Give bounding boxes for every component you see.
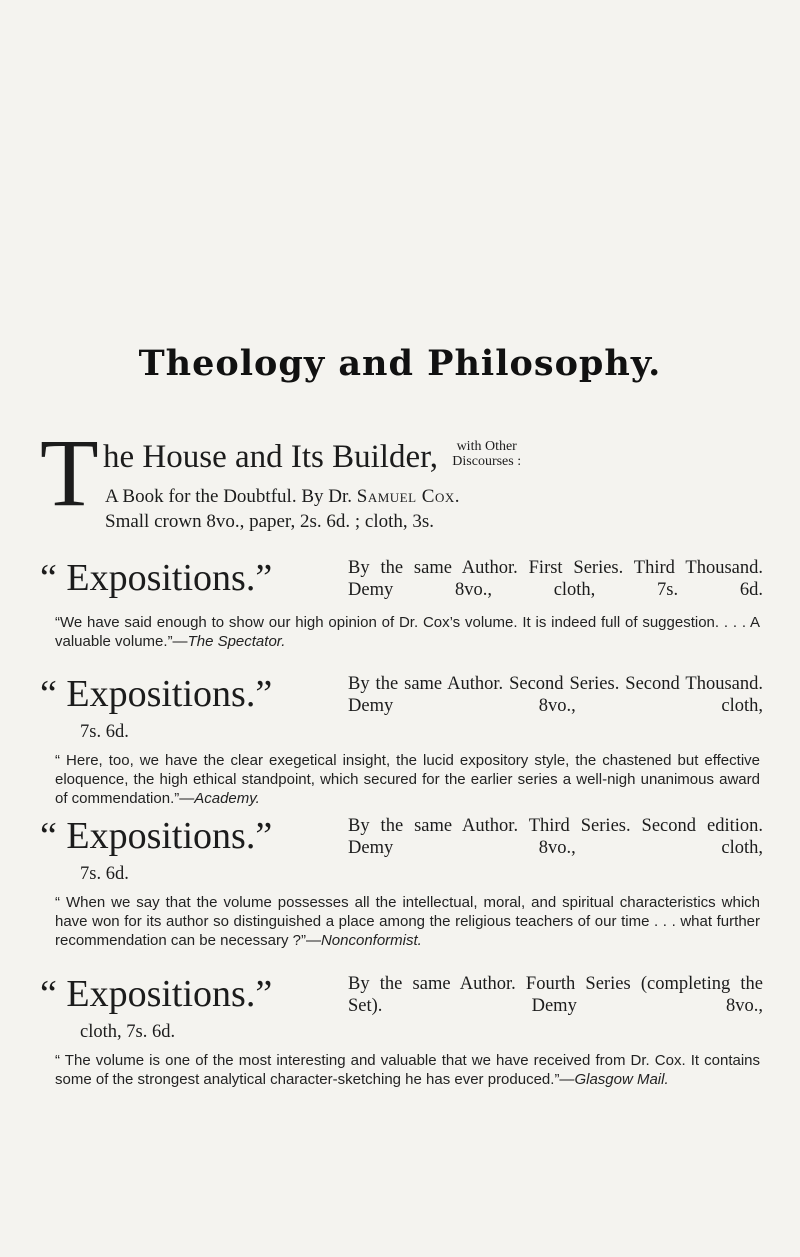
entry-description: By the same Author. First Series. Third Thousand. Demy 8vo., cloth, 7s. 6d. — [348, 558, 763, 600]
entry-title: “ Expositions.” — [40, 973, 273, 1015]
book-title-text: he House and Its Builder, — [103, 439, 439, 475]
review-quote — [55, 1051, 760, 1089]
entry-title: “ Expositions.” — [40, 815, 273, 857]
discourses-text: Discourses : — [452, 454, 522, 469]
entry-price: 7s. 6d. — [80, 864, 129, 884]
description-text: A Book for the Doubtful. By Dr. — [105, 486, 352, 507]
quote-text: “ When we say that the volume possesses all the intellectual, moral, and spiritual characteristics which have won for its author so distinguished a place among the religious teachers of our time . . . what further recommendation can be necessary ?”— — [55, 894, 760, 949]
review-quote — [55, 893, 760, 950]
section-heading: Theology and Philosophy. — [138, 343, 662, 384]
quote-text: “ The volume is one of the most interesting and valuable that we have received from Dr. Cox. It contains some of the strongest analytical character-sketching he has ever produced.”— — [55, 1052, 760, 1088]
entry-title: “ Expositions.” — [40, 673, 273, 715]
quote-source: Glasgow Mail. — [574, 1071, 669, 1088]
review-quote — [55, 613, 760, 651]
with-other-text: with Other — [456, 439, 517, 454]
author-name: Samuel Cox. — [356, 486, 460, 507]
review-quote — [55, 751, 760, 808]
entry-price: cloth, 7s. 6d. — [80, 1022, 176, 1042]
entry-price: 7s. 6d. — [80, 722, 129, 742]
book-title — [103, 437, 521, 477]
quote-text: “We have said enough to show our high opinion of Dr. Cox’s volume. It is indeed full of suggestion. . . . A valuable volume.”— — [55, 614, 760, 650]
book-price-line: Small crown 8vo., paper, 2s. 6d. ; cloth, 3s. — [105, 511, 435, 532]
entry-title: “ Expositions.” — [40, 557, 273, 599]
entry-description: By the same Author. Third Series. Second edition. Demy 8vo., cloth, — [348, 816, 763, 858]
entry-description: By the same Author. Fourth Series (completing the Set). Demy 8vo., — [348, 974, 763, 1016]
quote-text: “ Here, too, we have the clear exegetical insight, the lucid expository style, the chastened but effective eloquence, the high ethical standpoint, which secured for the earlier series a well-nigh unanimous award of commendation.”— — [55, 752, 760, 807]
drop-cap: T — [40, 419, 99, 526]
quote-source: Nonconformist. — [320, 932, 422, 949]
quote-source: The Spectator. — [187, 633, 286, 650]
book-description — [105, 486, 460, 508]
entry-description: By the same Author. Second Series. Second Thousand. Demy 8vo., cloth, — [348, 674, 763, 716]
subtitle-stack — [452, 439, 521, 469]
quote-source: Academy. — [194, 790, 260, 807]
